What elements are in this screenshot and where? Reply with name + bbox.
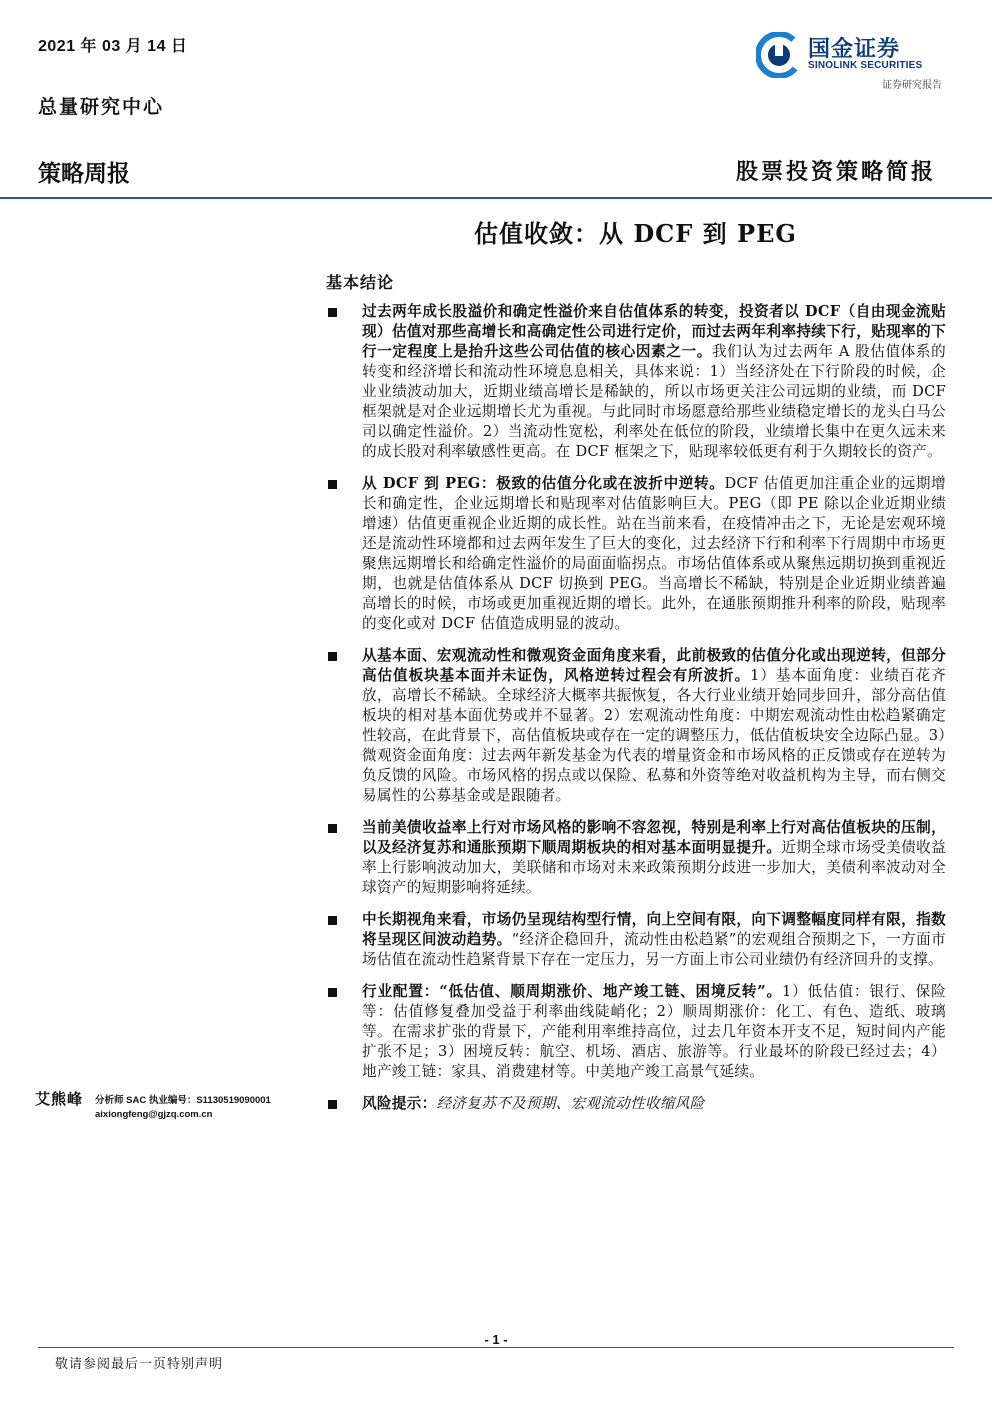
conclusion-body: 1）低估值：银行、保险等：估值修复叠加受益于利率曲线陡峭化；2）顺周期涨价：化工、有色、造纸、玻璃等。在需求扩张的背景下，产能利用率维持高位，过去几年资本开支不足，短时间内产能扩张不足；3）困境反转：航空、机场、酒店、旅游等。行业最坏的阶段已经过去；4）地产竣工链：家具、消费建材等。中美地产竣工高景气延续。 — [362, 983, 946, 1080]
department-name: 总量研究中心 — [38, 96, 165, 118]
conclusion-lead: 从基本面、宏观流动性和微观资金面角度来看，此前极致的估值分化或出现逆转，但部分高估值板块基本面并未证伪，风格逆转过程会有所波折。 — [362, 647, 946, 684]
logo-name-en: SINOLINK SECURITIES — [808, 60, 923, 71]
conclusion-item — [326, 646, 946, 806]
page-number: - 1 - — [484, 1332, 508, 1347]
conclusion-item — [326, 982, 946, 1082]
conclusion-item — [326, 910, 946, 970]
conclusion-body: 1）基本面角度：业绩百花齐放，高增长不稀缺。全球经济大概率共振恢复，各大行业业绩开始同步回升，部分高估值板块的相对基本面优势或并不显著。2）宏观流动性角度：中期宏观流动性由松趋紧确定性较高，在此背景下，高估值板块或存在一定的调整压力，低估值板块安全边际凸显。3）微观资金面角度：过去两年新发基金为代表的增量资金和市场风格的正反馈或存在逆转为负反馈的风险。市场风格的拐点或以保险、私募和外资等绝对收益机构为主导，而右侧交易属性的公募基金或是跟随者。 — [362, 667, 946, 804]
conclusion-lead: 中长期视角来看，市场仍呈现结构型行情，向上空间有限，向下调整幅度同样有限，指数将呈现区间波动趋势。 — [362, 911, 946, 948]
footer-divider — [38, 1347, 954, 1348]
company-logo — [756, 30, 946, 92]
risk-warning-item — [326, 1094, 946, 1114]
footer-disclaimer: 敬请参阅最后一页特别声明 — [55, 1357, 224, 1372]
conclusion-item — [326, 474, 946, 634]
bullet-square-icon — [328, 1100, 337, 1109]
conclusion-lead: 从 DCF 到 PEG：极致的估值分化或在波折中逆转。 — [362, 475, 725, 492]
conclusion-lead: 当前美债收益率上行对市场风格的影响不容忽视，特别是利率上行对高估值板块的压制，以及经济复苏和通胀预期下顺周期板块的相对基本面明显提升。 — [362, 819, 946, 856]
conclusion-lead: 过去两年成长股溢价和确定性溢价来自估值体系的转变，投资者以 DCF（自由现金流贴现）估值对那些高增长和高确定性公司进行定价，而过去两年利率持续下行，贴现率的下行一定程度上是抬升这些公司估值的核心因素之一。 — [362, 303, 946, 360]
analyst-name: 艾熊峰 — [35, 1090, 84, 1108]
report-series: 策略周报 — [38, 161, 130, 187]
sinolink-logo-icon — [756, 32, 802, 78]
conclusion-item — [326, 302, 946, 462]
logo-name-cn: 国金证券 — [808, 37, 901, 62]
conclusion-list — [326, 302, 946, 1126]
risk-warning-label: 风险提示： — [362, 1095, 437, 1112]
bullet-square-icon — [328, 916, 337, 925]
analyst-sac-number: 分析师 SAC 执业编号：S1130519090001 — [95, 1095, 271, 1106]
risk-warning-text: 经济复苏不及预期、宏观流动性收缩风险 — [436, 1095, 705, 1112]
conclusion-item — [326, 818, 946, 898]
report-title: 估值收敛：从 DCF 到 PEG — [474, 219, 797, 248]
bullet-square-icon — [328, 652, 337, 661]
header-divider — [0, 197, 992, 199]
bullet-square-icon — [328, 824, 337, 833]
conclusion-body: “经济企稳回升，流动性由松趋紧”的宏观组合预期之下，一方面市场估值在流动性趋紧背景下存在一定压力，另一方面上市公司业绩仍有经济回升的支撑。 — [362, 931, 946, 968]
conclusion-lead: 行业配置：“低估值、顺周期涨价、地产竣工链、困境反转”。 — [362, 983, 782, 1000]
bullet-square-icon — [328, 480, 337, 489]
conclusion-body: 近期全球市场受美债收益率上行影响波动加大，美联储和市场对未来政策预期分歧进一步加大，美债利率波动对全球资产的短期影响将延续。 — [362, 839, 946, 896]
logo-subtitle: 证券研究报告 — [882, 80, 942, 91]
report-type: 股票投资策略简报 — [735, 159, 936, 185]
bullet-square-icon — [328, 988, 337, 997]
section-heading: 基本结论 — [326, 273, 395, 292]
bullet-square-icon — [328, 308, 337, 317]
conclusion-body: 我们认为过去两年 A 股估值体系的转变和经济增长和流动性环境息息相关，具体来说：1）当经济处在下行阶段的时候，企业业绩波动加大，近期业绩高增长是稀缺的，所以市场更关注公司远期的业绩，而 DCF 框架就是对企业远期增长尤为重视。与此同时市场愿意给那些业绩稳定增长的龙头白马公司以确定性溢价。2）当流动性宽松，利率处在低位的阶段，业绩增长集中在更久远未来的成长股对利率敏感性更高。在 DCF 框架之下，贴现率较低更有利于久期较长的资产。 — [362, 343, 947, 460]
conclusion-body: DCF 估值更加注重企业的远期增长和确定性，企业远期增长和贴现率对估值影响巨大。PEG（即 PE 除以企业近期业绩增速）估值更重视企业近期的成长性。站在当前来看，在疫情冲击之下，无论是宏观环境还是流动性环境都和过去两年发生了巨大的变化，过去经济下行和利率下行周期中市场更聚焦远期增长和给确定性溢价的局面面临拐点。市场估值体系或从聚焦远期切换到重视近期，也就是估值体系从 DCF 切换到 PEG。当高增长不稀缺，特别是企业近期业绩普遍高增长的时候，市场或更加重视近期的增长。此外，在通胀预期推升利率的阶段，贴现率的变化或对 DCF 估值造成明显的波动。 — [362, 475, 946, 632]
analyst-email: aixiongfeng@gjzq.com.cn — [95, 1109, 213, 1120]
report-date: 2021 年 03 月 14 日 — [38, 38, 188, 55]
